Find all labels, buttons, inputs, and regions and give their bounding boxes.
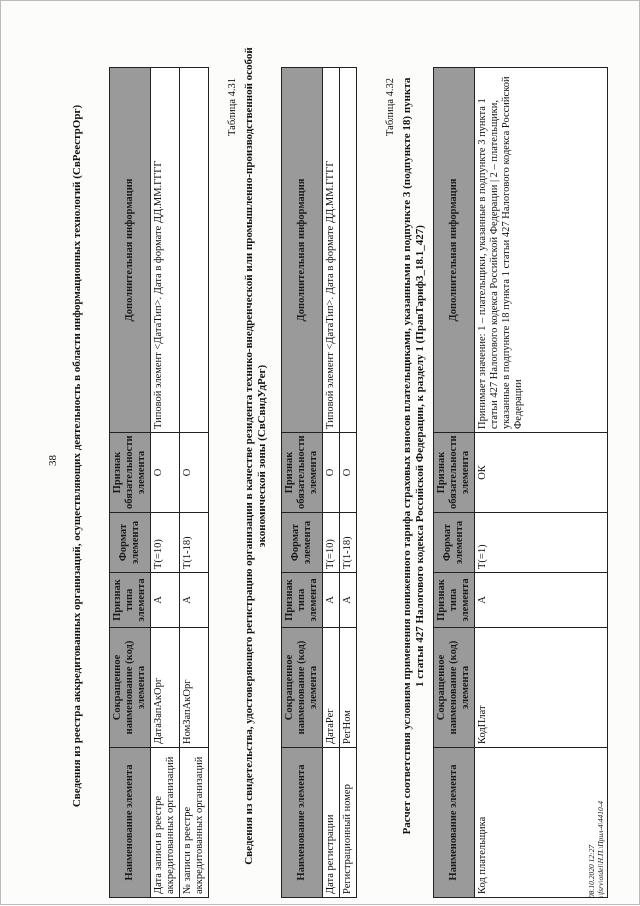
table-cell: T(=10) (151, 513, 180, 573)
column-header: Признак обязательности элемента (282, 433, 323, 513)
rotated-content (1, 1, 640, 906)
column-header: Формат элемента (434, 513, 475, 573)
table-row (475, 68, 608, 898)
table-1-title: Сведения из реестра аккредитованных организаций, осуществляющих деятельность в области информационных технологий (СвРеестрОрг) (71, 104, 83, 808)
column-header: Сокращенное наименование (код) элемента (434, 628, 475, 748)
table-cell: НомЗапАкОрг (180, 628, 209, 748)
table-cell: О (323, 433, 340, 513)
column-header: Наименование элемента (110, 748, 151, 898)
table-cell: Дата записи в реестре аккредитованных организаций (151, 748, 180, 898)
column-header: Сокращенное наименование (код) элемента (282, 628, 323, 748)
table-cell: А (151, 573, 180, 628)
table-cell: О (180, 433, 209, 513)
table-cell: T(1-18) (180, 513, 209, 573)
table-cell: Принимает значение: 1 – плательщики, указанные в подпункте 3 пункта 1 статьи 427 Налогового кодекса Российской Федерации | 2 – плательщики, указанные в подпункте 18 пункта 1 статьи 427 Налогового кодекса Российской Федерации (475, 68, 608, 433)
table-cell: КодПлат (475, 628, 608, 748)
column-header: Наименование элемента (282, 748, 323, 898)
table-cell: Типовой элемент <ДатаТип>. Дата в формате ДД.ММ.ГГГГ (151, 68, 180, 433)
table-cell (180, 68, 209, 433)
table-4-32-header-row (434, 68, 475, 898)
table-1-header-row (110, 68, 151, 898)
table-cell: ДатаРег (323, 628, 340, 748)
table-cell: О (340, 433, 357, 513)
column-header: Признак типа элемента (110, 573, 151, 628)
table-4-32 (433, 67, 608, 898)
table-4-31-label: Таблица 4.31 (227, 77, 238, 136)
table-4-32-title: Расчет соответствия условиям применения пониженного тарифа страховых взносов плательщиками, указанными в подпункте 3 (подпункте 18) пункта 1 статьи 427 Налогового кодекса Российской Федерации, к разделу 1 (ПравТариф3_18.1_427) (401, 77, 426, 835)
table-cell: ДатаЗапАкОрг (151, 628, 180, 748)
page-number: 38 (47, 455, 59, 466)
column-header: Дополнительная информация (110, 68, 151, 433)
table-cell: T(1-18) (340, 513, 357, 573)
table-4-31-title: Сведения из свидетельства, удостоверяющего регистрацию организации в качестве резидента технико-внедренческой или промышленно-производственной особой экономической зоны (СвСвидУдРег) (243, 47, 268, 865)
table-cell: О (151, 433, 180, 513)
table-cell: T(=1) (475, 513, 608, 573)
table-row (340, 68, 357, 898)
footer-stamp (587, 801, 605, 898)
footer-line-2: \\fsrv\otdel\Н.П.\Прил-4\4410-4 (596, 800, 605, 898)
column-header: Признак типа элемента (434, 573, 475, 628)
column-header: Сокращенное наименование (код) элемента (110, 628, 151, 748)
column-header: Наименование элемента (434, 748, 475, 898)
table-cell: Дата регистрации (323, 748, 340, 898)
table-cell (340, 68, 357, 433)
table-1 (109, 67, 209, 898)
table-cell: А (323, 573, 340, 628)
footer-line-1: 08.10.2020 12:27 (587, 844, 596, 898)
column-header: Признак обязательности элемента (110, 433, 151, 513)
table-cell: Код плательщика (475, 748, 608, 898)
column-header: Формат элемента (110, 513, 151, 573)
table-cell: А (475, 573, 608, 628)
table-row (151, 68, 180, 898)
table-cell: А (180, 573, 209, 628)
table-4-31-header-row (282, 68, 323, 898)
column-header: Дополнительная информация (434, 68, 475, 433)
column-header: Признак типа элемента (282, 573, 323, 628)
table-cell: ОК (475, 433, 608, 513)
column-header: Признак обязательности элемента (434, 433, 475, 513)
table-cell: Типовой элемент <ДатаТип>. Дата в формате ДД.ММ.ГГГГ (323, 68, 340, 433)
table-row (180, 68, 209, 898)
column-header: Формат элемента (282, 513, 323, 573)
table-4-31 (281, 67, 357, 898)
table-4-32-label: Таблица 4.32 (385, 77, 396, 136)
table-cell: T(=10) (323, 513, 340, 573)
table-cell: А (340, 573, 357, 628)
table-cell: Регистрационный номер (340, 748, 357, 898)
table-row (323, 68, 340, 898)
column-header: Дополнительная информация (282, 68, 323, 433)
table-cell: № записи в реестре аккредитованных организаций (180, 748, 209, 898)
table-cell: РегНом (340, 628, 357, 748)
